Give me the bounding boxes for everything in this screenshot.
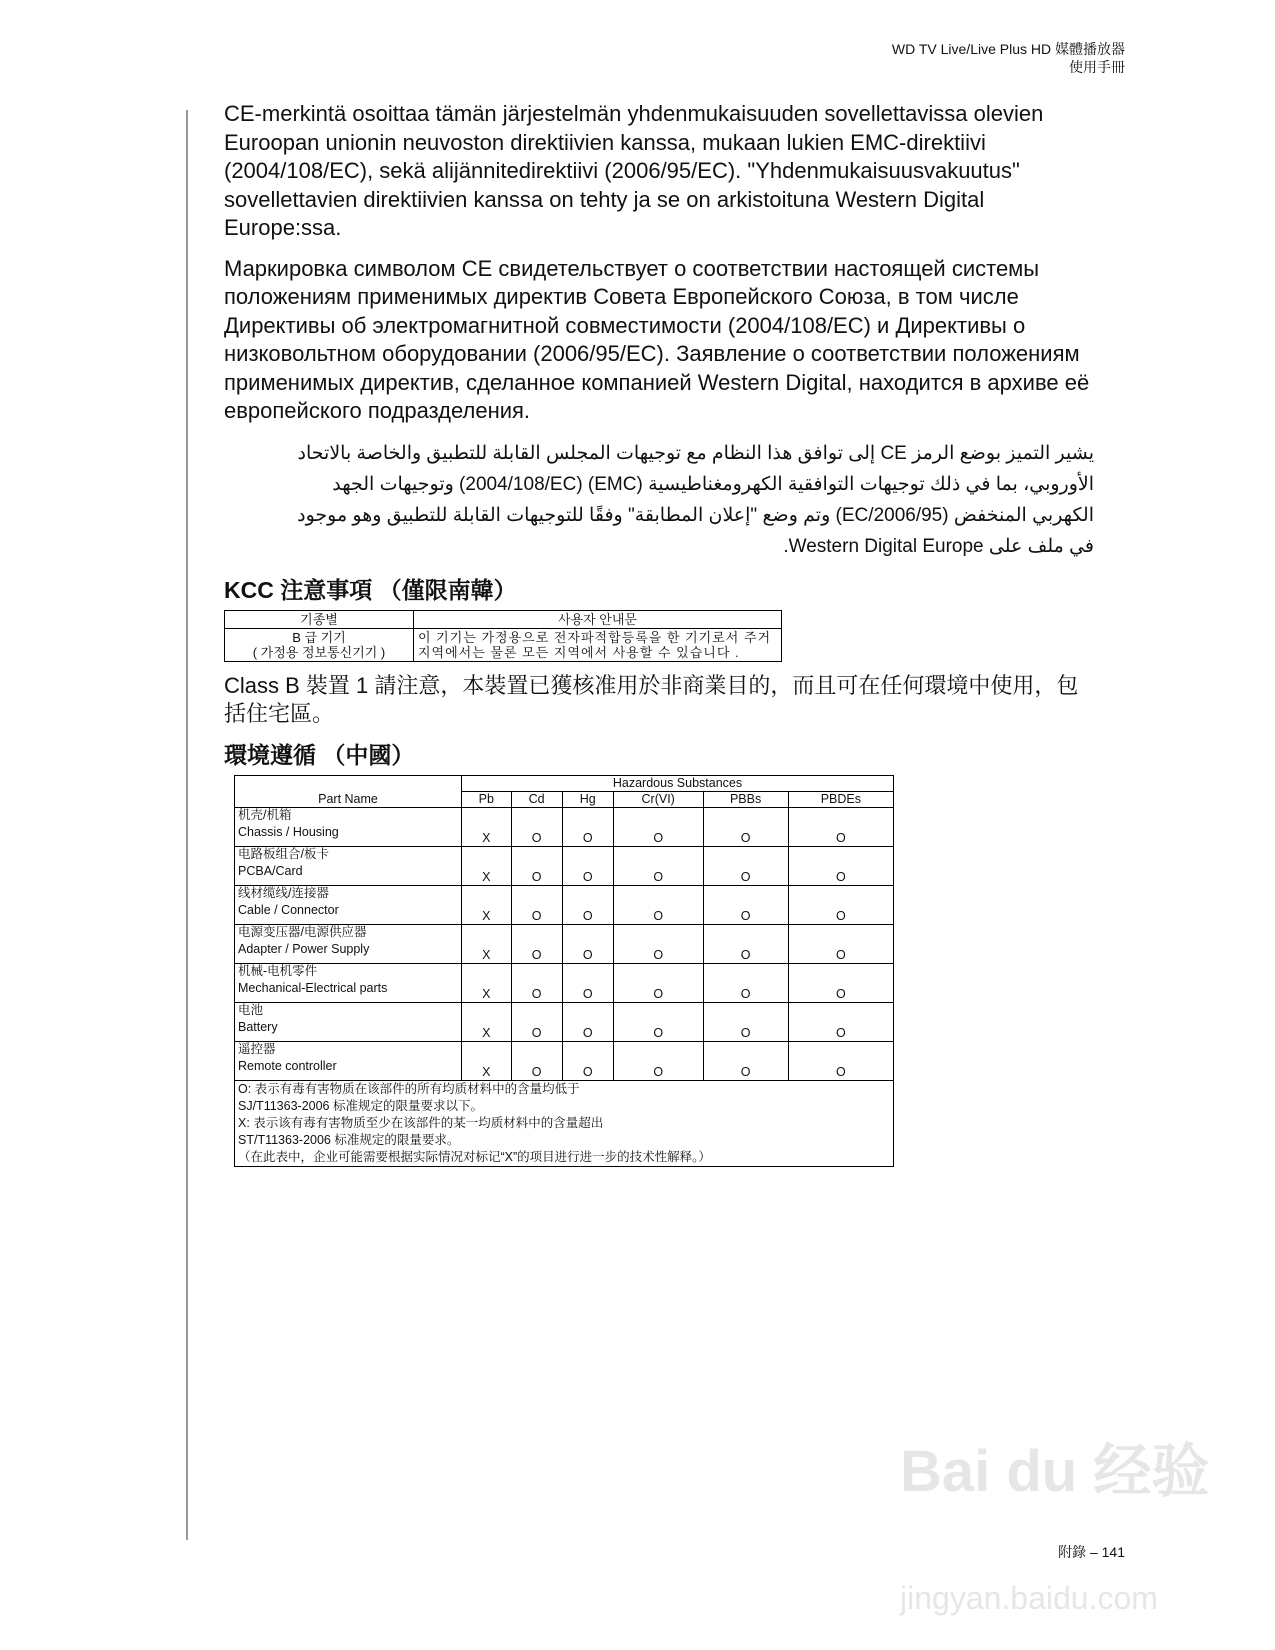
part-name-cell <box>235 963 462 1002</box>
substance-value: X <box>462 963 512 1002</box>
substance-header: Cr(VI) <box>613 791 703 807</box>
russian-paragraph: Маркировка символом CE свидетельствует о соответствии настоящей системы положениям применимых директив Совета Европейского Союза, в том числе Директивы об электромагнитной совместимости (2004/108/EC) и Директивы о низковольтном оборудовании (2006/95/EC). Заявление о соответствии положениям применимых директив, сделанное компанией Western Digital, находится в архиве её европейского подразделения. <box>224 255 1090 423</box>
substance-value: O <box>613 885 703 924</box>
substance-value: X <box>462 846 512 885</box>
substance-value: O <box>788 807 893 846</box>
part-name-cn: 电池 <box>238 1002 264 1017</box>
part-name-cell <box>235 924 462 963</box>
substance-value: O <box>511 963 562 1002</box>
margin-rule <box>186 110 188 1540</box>
kcc-table <box>224 610 782 662</box>
substance-value: O <box>788 924 893 963</box>
table-row <box>235 807 894 846</box>
substance-value: O <box>562 963 613 1002</box>
substance-value: O <box>703 924 788 963</box>
env-heading: 環境遵循 （中國） <box>224 741 415 768</box>
substance-value: O <box>511 924 562 963</box>
page-number: 附錄 – 141 <box>1058 1544 1125 1560</box>
substance-value: O <box>613 963 703 1002</box>
header-subtitle: 使用手冊 <box>1069 59 1125 75</box>
substance-value: O <box>613 807 703 846</box>
substance-value: O <box>562 924 613 963</box>
table-row <box>235 924 894 963</box>
part-name-cell <box>235 885 462 924</box>
substance-value: O <box>511 1041 562 1080</box>
table-note: O: 表示有毒有害物质在该部件的所有均质材料中的含量均低于 <box>238 1081 580 1096</box>
part-name-cn: 机壳/机箱 <box>238 807 292 822</box>
classb-paragraph: Class B 裝置 1 請注意，本裝置已獲核准用於非商業目的，而且可在任何環境中使用，包括住宅區。 <box>224 672 1079 726</box>
substance-value: O <box>562 885 613 924</box>
substance-header: PBDEs <box>788 791 893 807</box>
part-name-en: Adapter / Power Supply <box>238 941 370 956</box>
substance-value: X <box>462 807 512 846</box>
part-name-cell <box>235 807 462 846</box>
kcc-class-cell <box>225 628 414 661</box>
substance-header: Cd <box>511 791 562 807</box>
table-note: ST/T11363-2006 标准规定的限量要求。 <box>238 1132 460 1147</box>
part-name-cn: 电源变压器/电源供应器 <box>238 924 367 939</box>
hazardous-header: Hazardous Substances <box>462 775 894 791</box>
kcc-col-header: 사용자 안내문 <box>414 610 782 628</box>
table-note: X: 表示该有毒有害物质至少在该部件的某一均质材料中的含量超出 <box>238 1115 604 1130</box>
substance-value: O <box>511 1002 562 1041</box>
substance-value: O <box>613 924 703 963</box>
watermark-logo: Bai du 经验 <box>900 1439 1210 1504</box>
substance-value: O <box>562 1041 613 1080</box>
table-row <box>235 885 894 924</box>
part-name-cell <box>235 1002 462 1041</box>
substance-value: O <box>562 807 613 846</box>
substance-value: X <box>462 1002 512 1041</box>
substance-value: O <box>703 846 788 885</box>
part-name-cn: 电路板组合/板卡 <box>238 846 329 861</box>
substance-value: O <box>511 846 562 885</box>
part-name-cell <box>235 1041 462 1080</box>
notes-row <box>235 1080 894 1166</box>
arabic-paragraph: يشير التميز بوضع الرمز CE إلى توافق هذا النظام مع توجيهات المجلس القابلة للتطبيق والخاصة بالاتحاد الأوروبي، بما في ذلك توجيهات التوافقية الكهرومغناطيسية (EMC) (2004/108/EC) وتوجيهات الجهد الكهربي المنخفض (2006/95/EC) وتم وضع "إعلان المطابقة" وفقًا للتوجيهات القابلة للتطبيق وهو موجود في ملف على Western Digital Europe. <box>297 442 1094 557</box>
table-note: SJ/T11363-2006 标准规定的限量要求以下。 <box>238 1098 483 1113</box>
substance-value: O <box>788 963 893 1002</box>
content-column <box>224 100 1094 1167</box>
header-title: WD TV Live/Live Plus HD 媒體播放器 <box>891 41 1125 57</box>
hazardous-substances-table <box>234 775 894 1167</box>
substance-value: O <box>788 1041 893 1080</box>
part-name-en: PCBA/Card <box>238 863 303 878</box>
kcc-notice-cell: 이 기기는 가정용으로 전자파적합등록을 한 기기로서 주거지역에서는 물론 모든 지역에서 사용할 수 있습니다 . <box>414 628 782 661</box>
substance-value: O <box>703 963 788 1002</box>
substance-value: O <box>788 846 893 885</box>
part-name-en: Chassis / Housing <box>238 824 339 839</box>
part-name-header: Part Name <box>235 775 462 807</box>
substance-value: O <box>703 807 788 846</box>
substance-value: X <box>462 885 512 924</box>
substance-header: PBBs <box>703 791 788 807</box>
kcc-class-desc: ( 가정용 정보통신기기 ) <box>252 644 386 660</box>
table-row <box>235 963 894 1002</box>
kcc-class: B 급 기기 <box>292 629 346 645</box>
substance-value: O <box>703 1002 788 1041</box>
part-name-cn: 线材缆线/连接器 <box>238 885 329 900</box>
substance-value: X <box>462 1041 512 1080</box>
part-name-cell <box>235 846 462 885</box>
part-name-en: Mechanical-Electrical parts <box>238 980 388 995</box>
table-notes <box>235 1080 894 1166</box>
watermark-url: jingyan.baidu.com <box>900 1580 1158 1616</box>
substance-value: O <box>511 885 562 924</box>
part-name-en: Cable / Connector <box>238 902 339 917</box>
substance-value: O <box>788 1002 893 1041</box>
substance-value: O <box>703 885 788 924</box>
part-name-en: Remote controller <box>238 1058 337 1073</box>
substance-header: Hg <box>562 791 613 807</box>
substance-value: O <box>562 846 613 885</box>
kcc-heading: KCC 注意事項 （僅限南韓） <box>224 576 517 603</box>
substance-value: O <box>613 1002 703 1041</box>
finnish-paragraph: CE-merkintä osoittaa tämän järjestelmän yhdenmukaisuuden sovellettavissa olevien Euroopan unionin neuvoston direktiivien kanssa, mukaan lukien EMC-direktiivi (2004/108/EC), sekä alijännitedirektiivi (2006/95/EC). "Yhdenmukaisuusvakuutus" sovellettavien direktiivien kanssa on tehty ja se on arkistoituna Western Digital Europe:ssa. <box>224 101 1044 240</box>
kcc-col-header: 기종별 <box>225 610 414 628</box>
table-row <box>235 1041 894 1080</box>
table-note: （在此表中，企业可能需要根据实际情况对标记“X”的项目进行进一步的技术性解释。） <box>238 1149 711 1164</box>
substance-value: X <box>462 924 512 963</box>
part-name-cn: 遥控器 <box>238 1041 276 1056</box>
substance-header: Pb <box>462 791 512 807</box>
substance-value: O <box>613 1041 703 1080</box>
table-row <box>235 1002 894 1041</box>
substance-value: O <box>613 846 703 885</box>
substance-value: O <box>788 885 893 924</box>
substance-value: O <box>562 1002 613 1041</box>
substance-value: O <box>703 1041 788 1080</box>
running-header <box>892 40 1125 76</box>
part-name-en: Battery <box>238 1019 278 1034</box>
table-row <box>235 846 894 885</box>
substance-value: O <box>511 807 562 846</box>
part-name-cn: 机械-电机零件 <box>238 963 318 978</box>
